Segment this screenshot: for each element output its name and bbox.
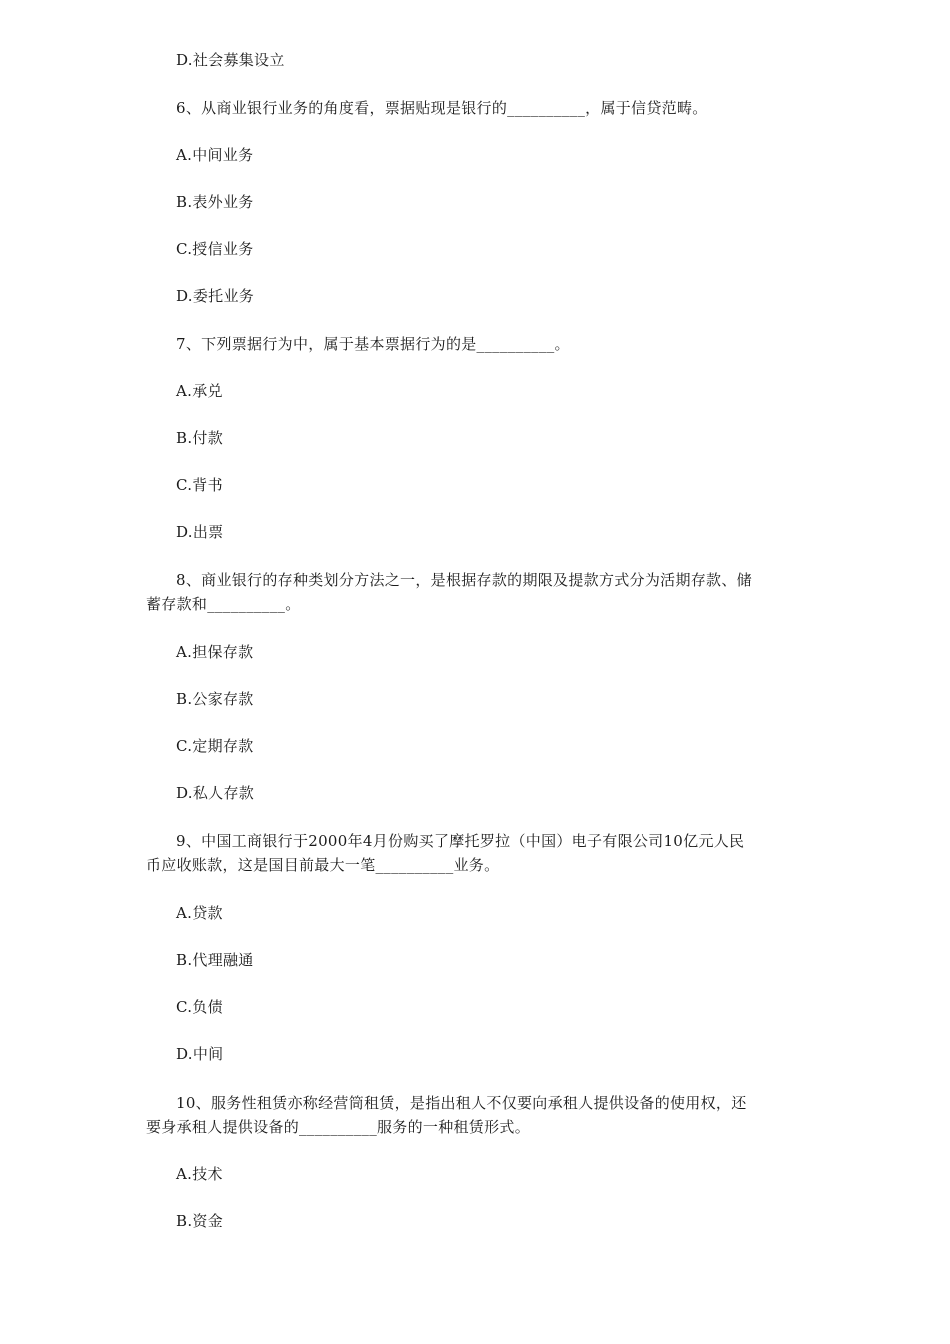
option-6d: D.委托业务 [176, 287, 255, 305]
question-7 [176, 332, 806, 356]
option-9d: D.中间 [176, 1045, 224, 1063]
option-5d: D.社会募集设立 [176, 51, 285, 69]
option-6b: B.表外业务 [176, 193, 254, 211]
option-7a: A.承兑 [176, 382, 223, 400]
question-8 [146, 568, 806, 616]
option-9a: A.贷款 [176, 904, 223, 922]
question-8-continuation: 蓄存款和__________。 [146, 595, 301, 613]
option-8d: D.私人存款 [176, 784, 255, 802]
option-8b: B.公家存款 [176, 690, 254, 708]
option-8c: C.定期存款 [176, 737, 254, 755]
question-9-continuation: 币应收账款，这是国目前最大一笔__________业务。 [146, 856, 500, 874]
option-6a: A.中间业务 [176, 146, 254, 164]
option-6c: C.授信业务 [176, 240, 254, 258]
question-9-text: 9、中国工商银行于2000年4月份购买了摩托罗拉（中国）电子有限公司10亿元人民 [176, 832, 745, 850]
question-9 [146, 829, 806, 877]
option-10b: B.资金 [176, 1212, 223, 1230]
option-10a: A.技术 [176, 1165, 223, 1183]
question-6 [176, 96, 806, 120]
question-6-text: 6、从商业银行业务的角度看，票据贴现是银行的__________，属于信贷范畴。 [176, 99, 708, 117]
option-8a: A.担保存款 [176, 643, 254, 661]
option-9c: C.负债 [176, 998, 223, 1016]
question-8-text: 8、商业银行的存种类划分方法之一，是根据存款的期限及提款方式分为活期存款、储 [176, 571, 752, 589]
option-7c: C.背书 [176, 476, 223, 494]
question-10-text: 10、服务性租赁亦称经营筒租赁，是指出租人不仅要向承租人提供设备的使用权，还 [176, 1094, 747, 1112]
question-10 [146, 1091, 806, 1139]
option-7d: D.出票 [176, 523, 224, 541]
option-7b: B.付款 [176, 429, 223, 447]
option-9b: B.代理融通 [176, 951, 254, 969]
question-10-continuation: 要身承租人提供设备的__________服务的一种租赁形式。 [146, 1118, 531, 1136]
question-7-text: 7、下列票据行为中，属于基本票据行为的是__________。 [176, 335, 570, 353]
